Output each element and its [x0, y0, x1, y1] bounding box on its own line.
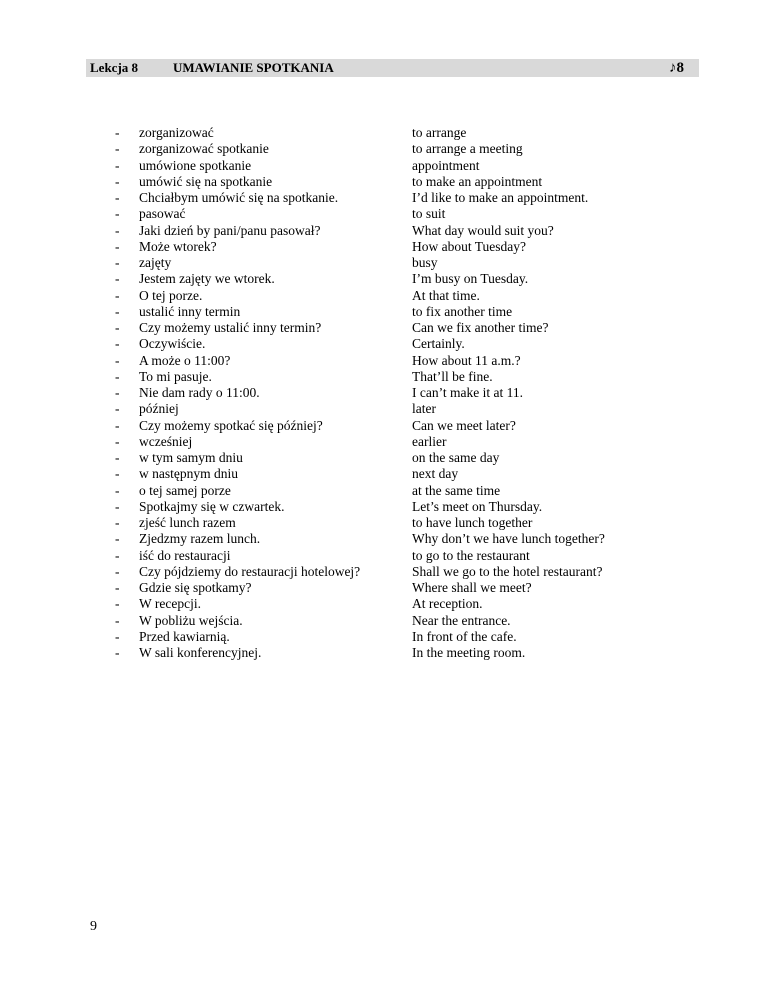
vocab-polish: ustalić inny termin: [139, 303, 241, 319]
vocab-bullet: -: [115, 222, 120, 238]
vocab-polish: w tym samym dniu: [139, 450, 243, 465]
vocab-english: Can we meet later?: [412, 417, 516, 433]
vocab-row: [0, 223, 768, 239]
vocab-bullet: -: [115, 417, 120, 433]
vocab-row: [0, 320, 768, 336]
vocab-bullet: -: [115, 482, 120, 498]
vocab-english: I’d like to make an appointment.: [412, 190, 589, 205]
vocab-row: [0, 369, 768, 385]
vocab-row: [0, 580, 768, 596]
vocab-english: At that time.: [412, 287, 480, 303]
vocab-bullet: -: [115, 173, 120, 189]
vocab-row: [0, 596, 768, 612]
vocab-row: [0, 255, 768, 271]
vocab-polish: W recepcji.: [139, 596, 201, 612]
vocab-polish: Zjedzmy razem lunch.: [139, 531, 261, 547]
vocab-english: to arrange a meeting: [412, 141, 523, 157]
vocab-polish: W pobliżu wejścia.: [139, 612, 243, 628]
vocab-row: [0, 515, 768, 531]
vocab-english: I’m busy on Tuesday.: [412, 271, 529, 287]
vocab-bullet: -: [115, 596, 120, 612]
vocab-row: [0, 353, 768, 369]
vocab-row: [0, 239, 768, 255]
vocab-polish: W sali konferencyjnej.: [139, 645, 262, 660]
vocab-row: [0, 141, 768, 157]
vocab-polish: później: [139, 401, 179, 417]
vocab-english: to arrange: [412, 125, 467, 140]
vocab-row: [0, 531, 768, 547]
vocab-bullet: -: [115, 368, 120, 384]
vocab-bullet: -: [115, 190, 120, 205]
vocab-polish: iść do restauracji: [139, 547, 231, 563]
vocab-row: [0, 434, 768, 450]
vocab-english: In front of the cafe.: [412, 628, 517, 644]
vocab-polish: o tej samej porze: [139, 482, 231, 498]
vocab-row: [0, 483, 768, 499]
vocab-english: Certainly.: [412, 336, 465, 352]
vocab-polish: Nie dam rady o 11:00.: [139, 385, 260, 400]
vocab-bullet: -: [115, 563, 120, 579]
vocab-english: Let’s meet on Thursday.: [412, 498, 543, 514]
vocab-bullet: -: [115, 385, 120, 400]
vocab-polish: Czy możemy spotkać się później?: [139, 417, 323, 433]
vocab-bullet: -: [115, 628, 120, 644]
vocab-bullet: -: [115, 141, 120, 157]
vocab-english: to make an appointment: [412, 173, 543, 189]
vocab-bullet: -: [115, 287, 120, 303]
vocab-english: at the same time: [412, 482, 501, 498]
vocab-english: In the meeting room.: [412, 645, 526, 660]
vocab-row: [0, 548, 768, 564]
vocab-bullet: -: [115, 450, 120, 465]
vocab-english: to have lunch together: [412, 515, 533, 530]
vocab-bullet: -: [115, 498, 120, 514]
vocab-polish: Może wtorek?: [139, 238, 217, 254]
vocab-row: [0, 450, 768, 466]
vocab-english: earlier: [412, 433, 447, 449]
vocab-polish: O tej porze.: [139, 287, 203, 303]
vocab-row: [0, 190, 768, 206]
vocab-bullet: -: [115, 206, 120, 222]
vocab-bullet: -: [115, 255, 120, 270]
vocab-bullet: -: [115, 238, 120, 254]
vocab-row: [0, 401, 768, 417]
vocab-polish: Chciałbym umówić się na spotkanie.: [139, 190, 339, 205]
vocab-bullet: -: [115, 271, 120, 287]
vocab-english: busy: [412, 255, 438, 270]
vocab-polish: umówić się na spotkanie: [139, 173, 273, 189]
vocab-row: [0, 288, 768, 304]
vocab-english: to fix another time: [412, 303, 513, 319]
vocab-english: next day: [412, 466, 459, 482]
vocab-english: later: [412, 401, 436, 417]
vocab-polish: w następnym dniu: [139, 466, 238, 482]
vocab-row: [0, 418, 768, 434]
vocab-bullet: -: [115, 433, 120, 449]
vocab-row: [0, 499, 768, 515]
vocab-row: [0, 613, 768, 629]
vocab-polish: zjeść lunch razem: [139, 515, 236, 530]
vocab-polish: Jestem zajęty we wtorek.: [139, 271, 275, 287]
lesson-label: Lekcja 8: [90, 60, 139, 75]
vocab-bullet: -: [115, 401, 120, 417]
vocab-english: to go to the restaurant: [412, 547, 530, 563]
vocab-english: on the same day: [412, 450, 500, 465]
vocab-polish: To mi pasuje.: [139, 368, 212, 384]
vocab-row: [0, 304, 768, 320]
vocab-bullet: -: [115, 352, 120, 368]
vocab-polish: zorganizować: [139, 125, 214, 140]
vocab-bullet: -: [115, 645, 120, 660]
vocab-polish: A może o 11:00?: [139, 352, 231, 368]
vocab-bullet: -: [115, 531, 120, 547]
vocab-polish: zorganizować spotkanie: [139, 141, 269, 157]
vocab-english: That’ll be fine.: [412, 368, 493, 384]
vocab-english: Can we fix another time?: [412, 320, 549, 335]
vocab-english: How about 11 a.m.?: [412, 352, 521, 368]
vocab-polish: Czy pójdziemy do restauracji hotelowej?: [139, 563, 361, 579]
vocab-bullet: -: [115, 336, 120, 352]
vocab-english: Why don’t we have lunch together?: [412, 531, 605, 547]
vocab-bullet: -: [115, 157, 120, 173]
vocab-english: At reception.: [412, 596, 483, 612]
vocab-row: [0, 385, 768, 401]
vocab-bullet: -: [115, 303, 120, 319]
vocab-polish: zajęty: [139, 255, 172, 270]
vocab-english: What day would suit you?: [412, 222, 554, 238]
vocab-english: appointment: [412, 157, 480, 173]
vocab-bullet: -: [115, 580, 120, 595]
vocab-polish: Gdzie się spotkamy?: [139, 580, 252, 595]
vocab-row: [0, 271, 768, 287]
vocab-polish: Czy możemy ustalić inny termin?: [139, 320, 322, 335]
vocab-english: Shall we go to the hotel restaurant?: [412, 563, 603, 579]
vocab-english: Near the entrance.: [412, 612, 511, 628]
vocab-bullet: -: [115, 125, 120, 140]
vocab-row: [0, 174, 768, 190]
vocab-row: [0, 336, 768, 352]
vocab-bullet: -: [115, 320, 120, 335]
vocab-english: to suit: [412, 206, 446, 222]
vocab-polish: Spotkajmy się w czwartek.: [139, 498, 285, 514]
vocab-bullet: -: [115, 466, 120, 482]
vocab-bullet: -: [115, 515, 120, 530]
vocab-bullet: -: [115, 547, 120, 563]
vocab-english: I can’t make it at 11.: [412, 385, 523, 400]
vocabulary-list: [0, 125, 768, 661]
vocab-row: [0, 645, 768, 661]
vocab-row: [0, 125, 768, 141]
vocab-row: [0, 206, 768, 222]
vocab-bullet: -: [115, 612, 120, 628]
vocab-row: [0, 466, 768, 482]
lesson-title: UMAWIANIE SPOTKANIA: [173, 60, 334, 75]
vocab-english: Where shall we meet?: [412, 580, 532, 595]
vocab-polish: Jaki dzień by pani/panu pasował?: [139, 222, 321, 238]
page-number: 9: [90, 919, 97, 934]
vocab-polish: Oczywiście.: [139, 336, 206, 352]
audio-track-label: ♪8: [669, 60, 684, 76]
vocab-polish: Przed kawiarnią.: [139, 628, 230, 644]
vocab-polish: umówione spotkanie: [139, 157, 252, 173]
vocab-row: [0, 564, 768, 580]
vocab-polish: wcześniej: [139, 433, 193, 449]
vocab-row: [0, 158, 768, 174]
vocab-english: How about Tuesday?: [412, 238, 526, 254]
vocab-row: [0, 629, 768, 645]
vocab-polish: pasować: [139, 206, 186, 222]
